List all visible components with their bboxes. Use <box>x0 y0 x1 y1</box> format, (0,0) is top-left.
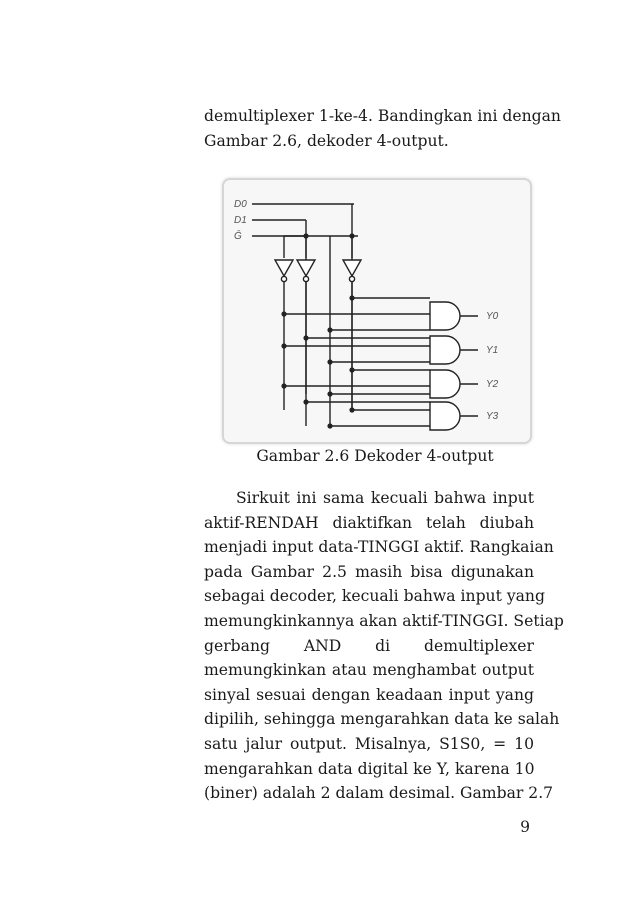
label-g: Ḡ <box>234 231 242 242</box>
text-line: Sirkuit ini sama kecuali bahwa input <box>236 489 534 507</box>
text-line: satu jalur output. Misalnya, S1S0, = 10 <box>204 734 534 753</box>
text-line: mengarahkan data digital ke Y, karena 10 <box>204 759 535 778</box>
text-line: memungkinkan atau menghambat output <box>204 661 534 680</box>
text-line: memungkinkannya akan aktif-TINGGI. Setiap <box>204 611 564 630</box>
label-y2: Y2 <box>486 379 499 390</box>
label-y0: Y0 <box>486 311 499 322</box>
and-gate <box>430 402 460 430</box>
label-y3: Y3 <box>486 411 499 422</box>
text-line: (biner) adalah 2 dalam desimal. Gambar 2.7 <box>204 784 554 803</box>
label-d1: D1 <box>234 215 247 226</box>
text-line: sebagai decoder, kecuali bahwa input yang <box>204 587 545 606</box>
text-line: aktif-RENDAH diaktifkan telah diubah <box>204 513 534 532</box>
and-gate <box>430 302 460 330</box>
intro-paragraph <box>204 104 561 154</box>
text-line: pada Gambar 2.5 masih bisa digunakan <box>204 562 534 581</box>
label-y1: Y1 <box>486 345 499 356</box>
label-d0: D0 <box>234 199 247 210</box>
text-line: gerbang AND di demultiplexer <box>204 636 534 655</box>
text-line: demultiplexer 1-ke-4. Bandingkan ini dengan <box>204 107 561 125</box>
figure-caption: Gambar 2.6 Dekoder 4-output <box>256 447 494 465</box>
and-gate <box>430 336 460 364</box>
text-line: Gambar 2.6, dekoder 4-output. <box>204 132 449 150</box>
text-line: menjadi input data-TINGGI aktif. Rangkaian <box>204 538 554 557</box>
text-line: sinyal sesuai dengan keadaan input yang <box>204 685 534 704</box>
and-gate <box>430 370 460 398</box>
body-paragraph <box>204 486 564 806</box>
page-number: 9 <box>520 818 530 836</box>
text-line: dipilih, sehingga mengarahkan data ke salah <box>204 710 560 729</box>
decoder-circuit-diagram <box>224 180 530 442</box>
decoder-figure <box>222 178 532 444</box>
